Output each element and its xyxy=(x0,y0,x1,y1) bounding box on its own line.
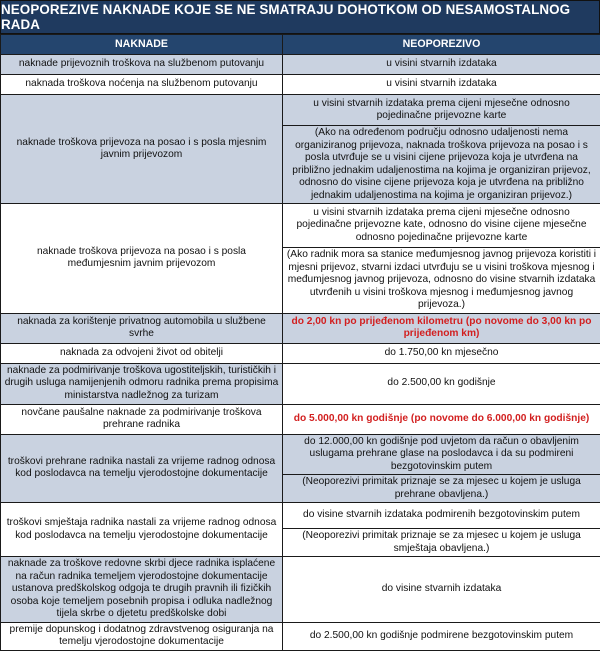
table-row xyxy=(1,622,600,650)
table-row xyxy=(1,557,600,623)
allowance-name: naknada troškova noćenja na službenom putovanju xyxy=(1,75,283,95)
tax-free-amount: do 1.750,00 kn mjesečno xyxy=(283,343,600,363)
table-row xyxy=(1,95,600,126)
allowance-name: naknade troškova prijevoza na posao i s posla međumjesnim javnim prijevozom xyxy=(1,204,283,314)
allowance-name: naknada za korištenje privatnog automobila u službene svrhe xyxy=(1,313,283,343)
tax-free-amount: u visini stvarnih izdataka prema cijeni mjesečne odnosno pojedinačne prijevozne kate, odnosno do visine cijene mjesečne odnosno pojedinačne prijevozne karte xyxy=(283,204,600,248)
table-header-row xyxy=(1,35,600,55)
allowances-table xyxy=(0,34,600,651)
table-row xyxy=(1,363,600,404)
allowance-name: troškovi smještaja radnika nastali za vrijeme radnog odnosa kod poslodavca na temelju vjerodostojne dokumentacije xyxy=(1,503,283,557)
allowance-name: premije dopunskog i dodatnog zdravstvenog osiguranja na temelju vjerodostojne dokumentacije xyxy=(1,622,283,650)
allowance-name: naknade za podmirivanje troškova ugostiteljskih, turističkih i drugih usluga namijenjenih odmoru radnika prema propisima ministarstva nadležnog za turizam xyxy=(1,363,283,404)
tax-free-amount: u visini stvarnih izdataka xyxy=(283,55,600,75)
tax-free-note: (Neoporezivi primitak priznaje se za mjesec u kojem je usluga prehrane obavljena.) xyxy=(283,475,600,503)
table-row xyxy=(1,204,600,248)
allowance-name: naknade troškova prijevoza na posao i s posla mjesnim javnim prijevozom xyxy=(1,95,283,204)
tax-free-amount: do 2.500,00 kn godišnje xyxy=(283,363,600,404)
tax-free-amount: do 2.500,00 kn godišnje podmirene bezgotovinskim putem xyxy=(283,622,600,650)
tax-free-amount: do 5.000,00 kn godišnje (po novome do 6.000,00 kn godišnje) xyxy=(283,404,600,434)
allowance-name: naknade za troškove redovne skrbi djece radnika isplaćene na račun radnika temeljem vjerodostojne dokumentacije ustanova predškolskog odgoja te drugih pravnih ili fizičkih osoba koje temeljem posebnih propisa i odluka nadležnog tijela skrbe o djetetu predškolske dobi xyxy=(1,557,283,623)
tax-free-amount: do 12.000,00 kn godišnje pod uvjetom da račun o obavljenim uslugama prehrane glase na poslodavca i da su podmireni bezgotovinskim putem xyxy=(283,434,600,475)
tax-free-note: (Ako radnik mora sa stanice međumjesnog javnog prijevoza koristiti i mjesni prijevoz, stvarni izdaci utvrđuju se u visini troškova mjesnog i međumjesnog javnog prijevoza, odnosno do visine stvarnih izdataka utvrđenih u visini troškova mjesnog i međumjesnog javnog prijevoza.) xyxy=(283,248,600,314)
table-row xyxy=(1,404,600,434)
column-header-neoporezivo: NEOPOREZIVO xyxy=(283,35,600,55)
tax-free-note: (Ako na određenom području odnosno udaljenosti nema organiziranog prijevoza, naknada troškova prijevoza na posao i s posla utvrđuje se u visini cijene prijevoza koja je utvrđena na približno jednakim udaljenostima na kojima je organiziran prijevoz, odnosno do visine cijene prijevoza koja je utvrđena na približno jednakim udaljenostima na kojima je organiziran prijevoz.) xyxy=(283,126,600,204)
tax-free-amount: u visini stvarnih izdataka prema cijeni mjesečne odnosno pojedinačne prijevozne karte xyxy=(283,95,600,126)
allowance-name: naknade prijevoznih troškova na službenom putovanju xyxy=(1,55,283,75)
allowance-name: naknada za odvojeni život od obitelji xyxy=(1,343,283,363)
column-header-naknade: NAKNADE xyxy=(1,35,283,55)
allowance-name: novčane paušalne naknade za podmirivanje troškova prehrane radnika xyxy=(1,404,283,434)
allowance-name: troškovi prehrane radnika nastali za vrijeme radnog odnosa kod poslodavca na temelju vjerodostojne dokumentacije xyxy=(1,434,283,503)
tax-free-amount: u visini stvarnih izdataka xyxy=(283,75,600,95)
table-row xyxy=(1,313,600,343)
tax-free-amount: do visine stvarnih izdataka xyxy=(283,557,600,623)
table-row xyxy=(1,75,600,95)
tax-free-amount: do visine stvarnih izdataka podmirenih bezgotovinskim putem xyxy=(283,503,600,529)
tax-free-note: (Neoporezivi primitak priznaje se za mjesec u kojem je usluga smještaja obavljena.) xyxy=(283,529,600,557)
page-title: NEOPOREZIVE NAKNADE KOJE SE NE SMATRAJU DOHOTKOM OD NESAMOSTALNOG RADA xyxy=(0,0,600,34)
table-row xyxy=(1,55,600,75)
table-row xyxy=(1,343,600,363)
tax-free-amount: do 2,00 kn po prijeđenom kilometru (po novome do 3,00 kn po prijeđenom km) xyxy=(283,313,600,343)
table-row xyxy=(1,503,600,529)
table-row xyxy=(1,434,600,475)
